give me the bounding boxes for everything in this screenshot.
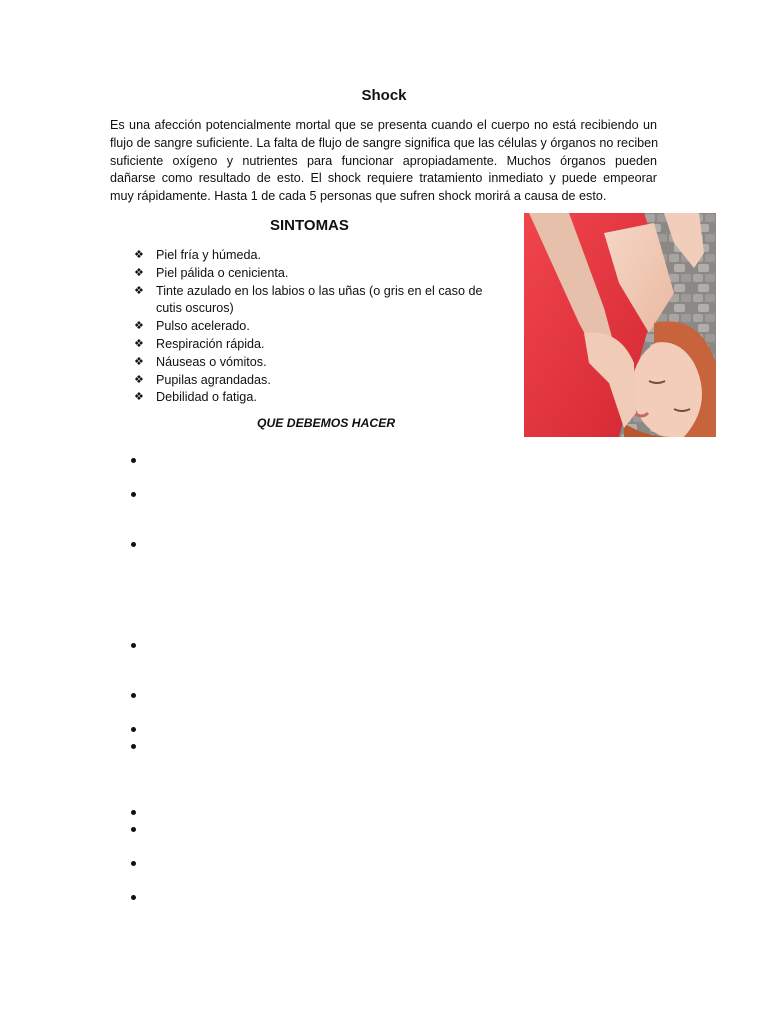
symptom-text: Pulso acelerado. — [156, 319, 250, 334]
intro-line: suficiente oxígeno y nutrientes para funcionar apropiadamente. Muchos órganos pueden — [110, 153, 657, 168]
intro-line: muy rápidamente. Hasta 1 de cada 5 personas que sufren shock morirá a causa de esto. — [110, 189, 607, 204]
diamond-bullet-icon: ❖ — [134, 266, 144, 279]
intro-line: dañarse como resultado de esto. El shock requiere tratamiento inmediato y puede empeorar — [110, 171, 657, 186]
empty-list-bullet — [131, 693, 136, 698]
symptoms-heading: SINTOMAS — [270, 217, 349, 234]
empty-list-bullet — [131, 827, 136, 832]
diamond-bullet-icon: ❖ — [134, 284, 144, 297]
what-to-do-heading: QUE DEBEMOS HACER — [257, 416, 396, 430]
empty-list-bullet — [131, 727, 136, 732]
empty-list-bullet — [131, 895, 136, 900]
empty-list-bullet — [131, 861, 136, 866]
symptom-text: Piel fría y húmeda. — [156, 248, 261, 262]
empty-list-bullet — [131, 492, 136, 497]
empty-list-bullet — [131, 643, 136, 648]
diamond-bullet-icon: ❖ — [134, 249, 144, 261]
symptom-text: Náuseas o vómitos. — [156, 354, 267, 369]
document-title: Shock — [361, 87, 407, 104]
diamond-bullet-icon: ❖ — [134, 355, 144, 368]
diamond-bullet-icon: ❖ — [134, 337, 144, 350]
symptom-text: Respiración rápida. — [156, 336, 265, 351]
empty-list-bullet — [131, 458, 136, 463]
empty-list-bullet — [131, 810, 136, 815]
diamond-bullet-icon: ❖ — [134, 373, 144, 386]
intro-line: flujo de sangre suficiente. La falta de flujo de sangre significa que las células y órganos no reciben — [110, 135, 659, 150]
symptom-text: Tinte azulado en los labios o las uñas (o gris en el caso de cutis oscuros) — [156, 283, 483, 316]
diamond-bullet-icon: ❖ — [134, 320, 144, 333]
empty-list-bullet — [131, 744, 136, 749]
symptom-text: Pupilas agrandadas. — [156, 372, 271, 387]
empty-list-bullet — [131, 542, 136, 547]
diamond-bullet-icon: ❖ — [134, 391, 144, 404]
symptom-text: Piel pálida o cenicienta. — [156, 265, 289, 280]
symptom-text: Debilidad o fatiga. — [156, 390, 257, 405]
intro-line: Es una afección potencialmente mortal que se presenta cuando el cuerpo no está recibiendo un — [110, 118, 657, 132]
